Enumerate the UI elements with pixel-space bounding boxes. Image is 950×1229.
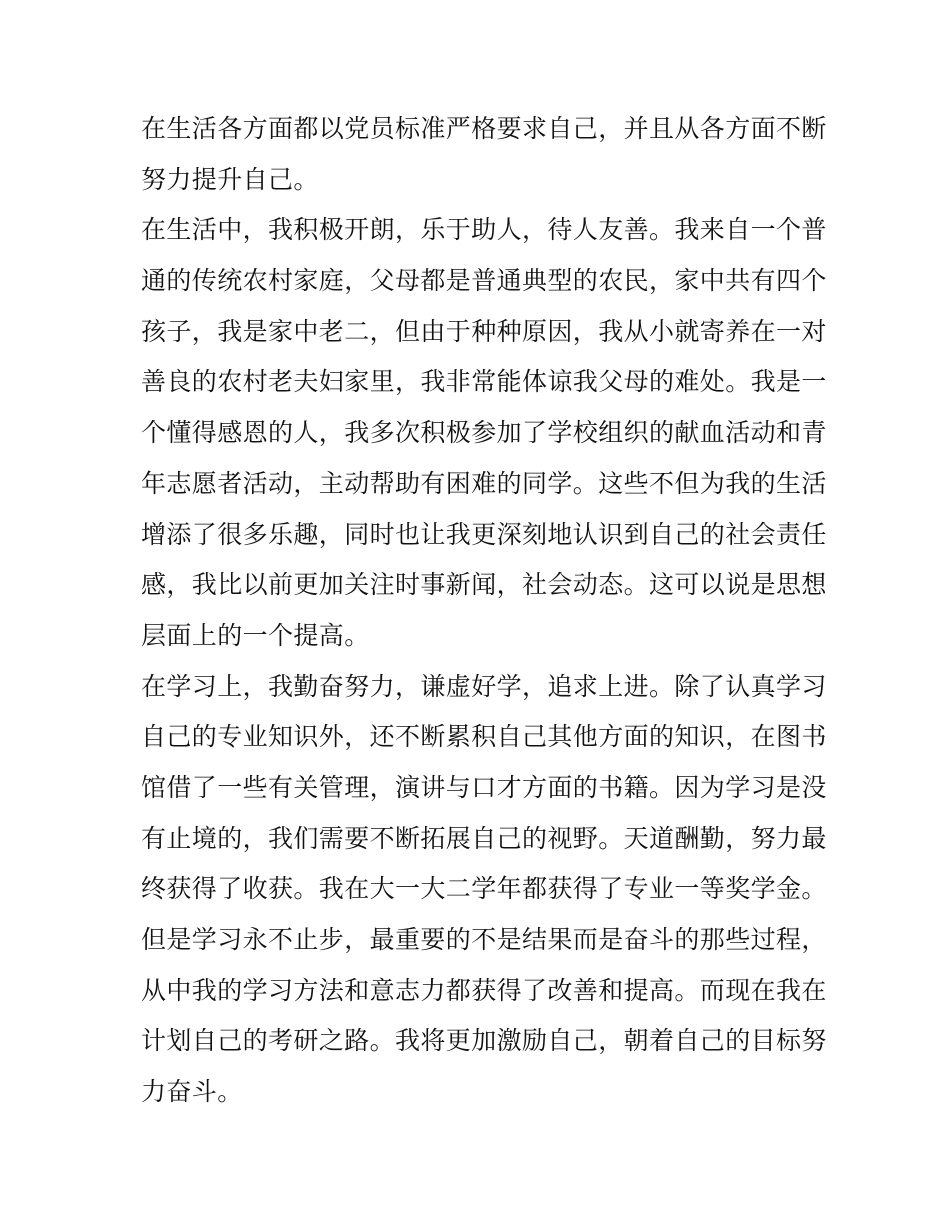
text-line: 在学习上，我勤奋努力，谦虚好学，追求上进。除了认真学习 (141, 671, 827, 701)
text-line: 计划自己的考研之路。我将更加激励自己，朝着自己的目标努 (141, 1026, 827, 1056)
text-line: 年志愿者活动，主动帮助有困难的同学。这些不但为我的生活 (141, 468, 827, 498)
text-line: 馆借了一些有关管理，演讲与口才方面的书籍。因为学习是没 (141, 772, 827, 802)
text-line: 自己的专业知识外，还不断累积自己其他方面的知识，在图书 (141, 722, 827, 752)
text-line: 个懂得感恩的人，我多次积极参加了学校组织的献血活动和青 (141, 418, 827, 448)
text-line: 感，我比以前更加关注时事新闻，社会动态。这可以说是思想 (141, 570, 827, 600)
text-line: 孩子，我是家中老二，但由于种种原因，我从小就寄养在一对 (141, 316, 827, 346)
text-line: 在生活中，我积极开朗，乐于助人，待人友善。我来自一个普 (141, 215, 827, 245)
text-line: 有止境的，我们需要不断拓展自己的视野。天道酬勤，努力最 (141, 823, 827, 853)
text-line: 通的传统农村家庭，父母都是普通典型的农民，家中共有四个 (141, 266, 827, 296)
text-line: 在生活各方面都以党员标准严格要求自己，并且从各方面不断 (141, 114, 827, 143)
text-line: 层面上的一个提高。 (141, 620, 370, 650)
text-line: 终获得了收获。我在大一大二学年都获得了专业一等奖学金。 (141, 874, 827, 904)
text-line: 善良的农村老夫妇家里，我非常能体谅我父母的难处。我是一 (141, 367, 827, 397)
text-line: 力奋斗。 (141, 1077, 243, 1107)
text-line: 但是学习永不止步，最重要的不是结果而是奋斗的那些过程， (141, 925, 827, 954)
body-text (141, 104, 827, 1118)
text-line: 从中我的学习方法和意志力都获得了改善和提高。而现在我在 (141, 975, 827, 1005)
text-line: 努力提升自己。 (141, 164, 319, 194)
text-line: 增添了很多乐趣，同时也让我更深刻地认识到自己的社会责任 (141, 519, 827, 549)
